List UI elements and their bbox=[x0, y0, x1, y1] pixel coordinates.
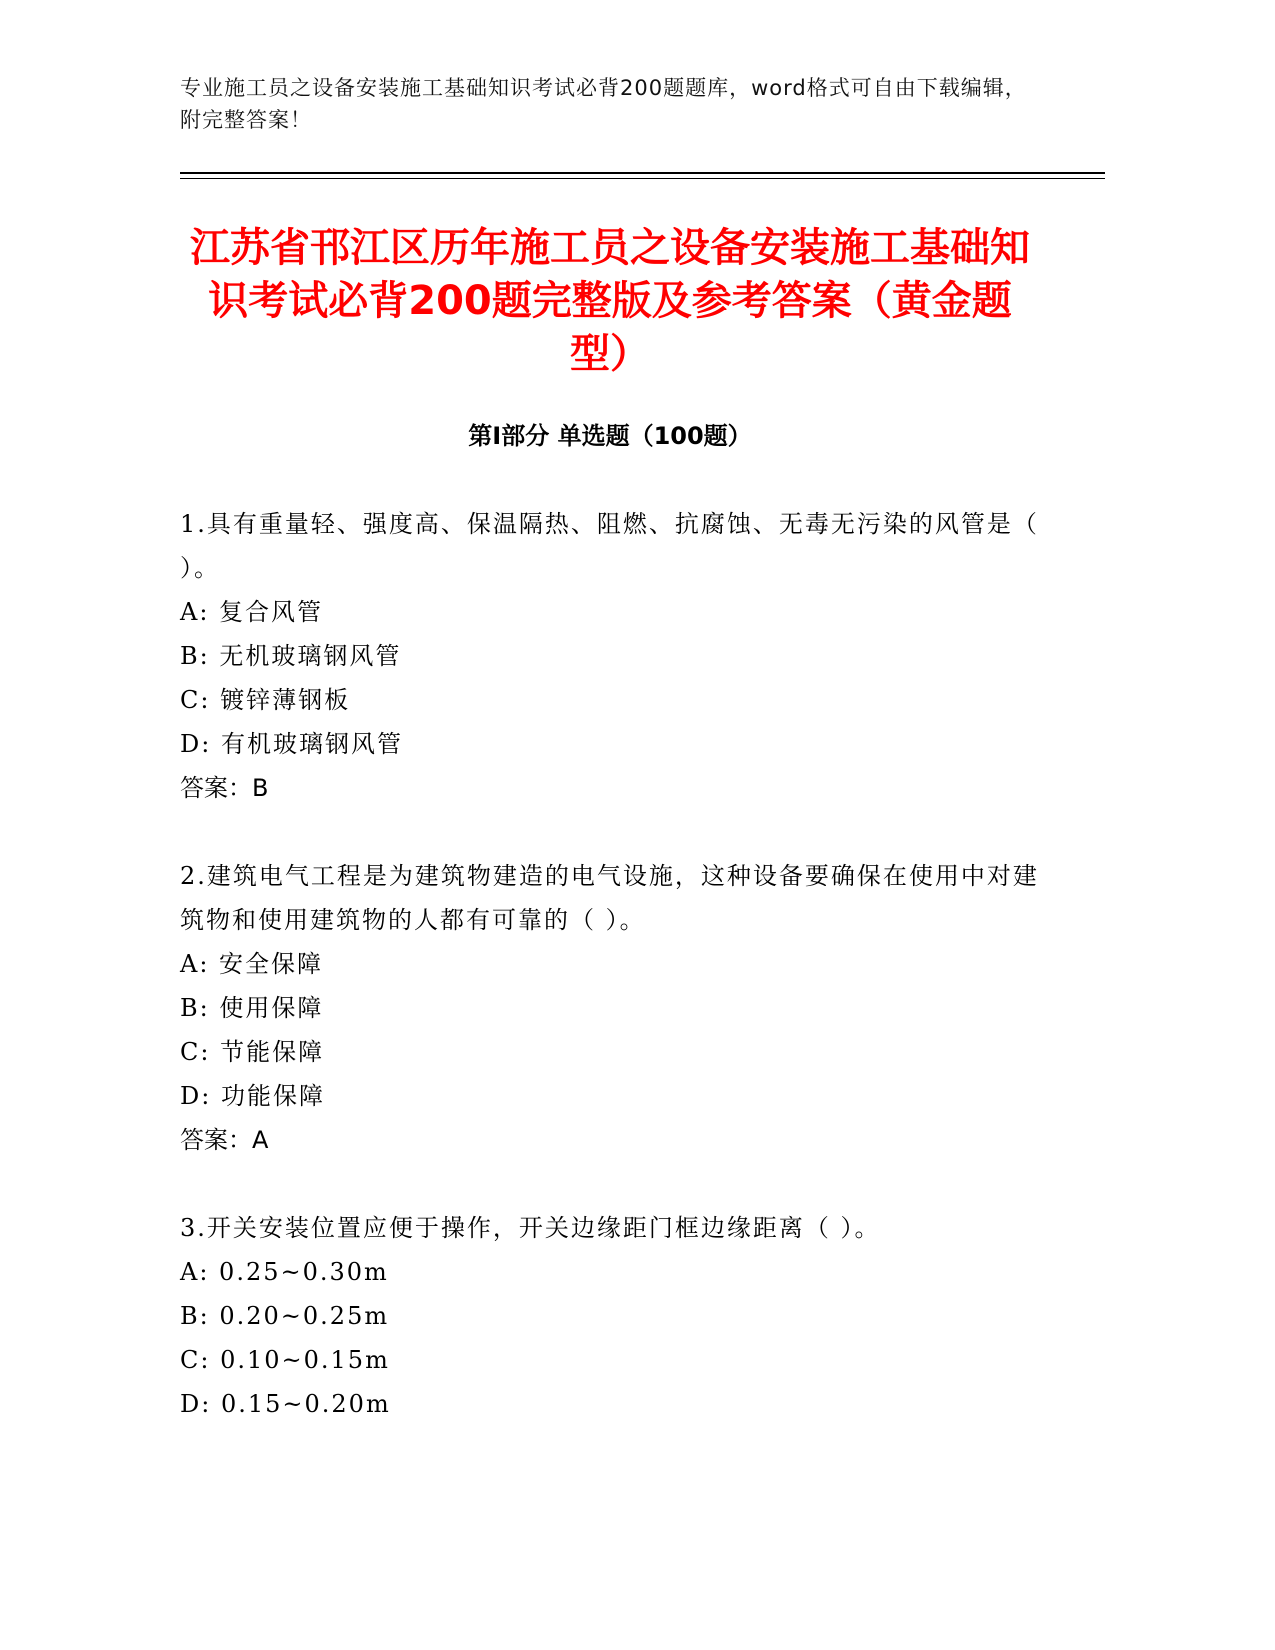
option-b: B: 0.20~0.25m bbox=[180, 1302, 390, 1330]
option-a: A: 安全保障 bbox=[180, 950, 324, 978]
question-stem: 2.建筑电气工程是为建筑物建造的电气设施，这种设备要确保在使用中对建筑物和使用建筑物的人都有可靠的（ ）。 bbox=[180, 862, 1039, 934]
question-1 bbox=[180, 502, 1040, 810]
header-rule-thin bbox=[180, 178, 1105, 179]
option-c: C: 节能保障 bbox=[180, 1038, 325, 1066]
document-title: 江苏省邗江区历年施工员之设备安装施工基础知识考试必背200题完整版及参考答案（黄金题型） bbox=[190, 225, 1030, 377]
option-d: D: 有机玻璃钢风管 bbox=[180, 730, 403, 758]
option-b: B: 使用保障 bbox=[180, 994, 324, 1022]
option-c: C: 镀锌薄钢板 bbox=[180, 686, 351, 714]
question-list bbox=[180, 502, 1040, 1470]
answer-line: 答案：A bbox=[180, 1126, 269, 1154]
option-b: B: 无机玻璃钢风管 bbox=[180, 642, 402, 670]
option-a: A: 0.25~0.30m bbox=[180, 1258, 389, 1286]
option-c: C: 0.10~0.15m bbox=[180, 1346, 390, 1374]
question-2 bbox=[180, 854, 1040, 1162]
answer-line: 答案：B bbox=[180, 774, 269, 802]
section-heading: 第I部分 单选题（100题） bbox=[468, 422, 752, 450]
question-stem: 1.具有重量轻、强度高、保温隔热、阻燃、抗腐蚀、无毒无污染的风管是（ ）。 bbox=[180, 510, 1039, 582]
header-rule-thick bbox=[180, 172, 1105, 174]
option-d: D: 功能保障 bbox=[180, 1082, 325, 1110]
question-3 bbox=[180, 1206, 1040, 1426]
option-a: A: 复合风管 bbox=[180, 598, 324, 626]
header-note: 专业施工员之设备安装施工基础知识考试必背200题题库，word格式可自由下载编辑，附完整答案！ bbox=[180, 76, 1027, 132]
question-stem: 3.开关安装位置应便于操作，开关边缘距门框边缘距离（ ）。 bbox=[180, 1214, 881, 1242]
option-d: D: 0.15~0.20m bbox=[180, 1390, 391, 1418]
